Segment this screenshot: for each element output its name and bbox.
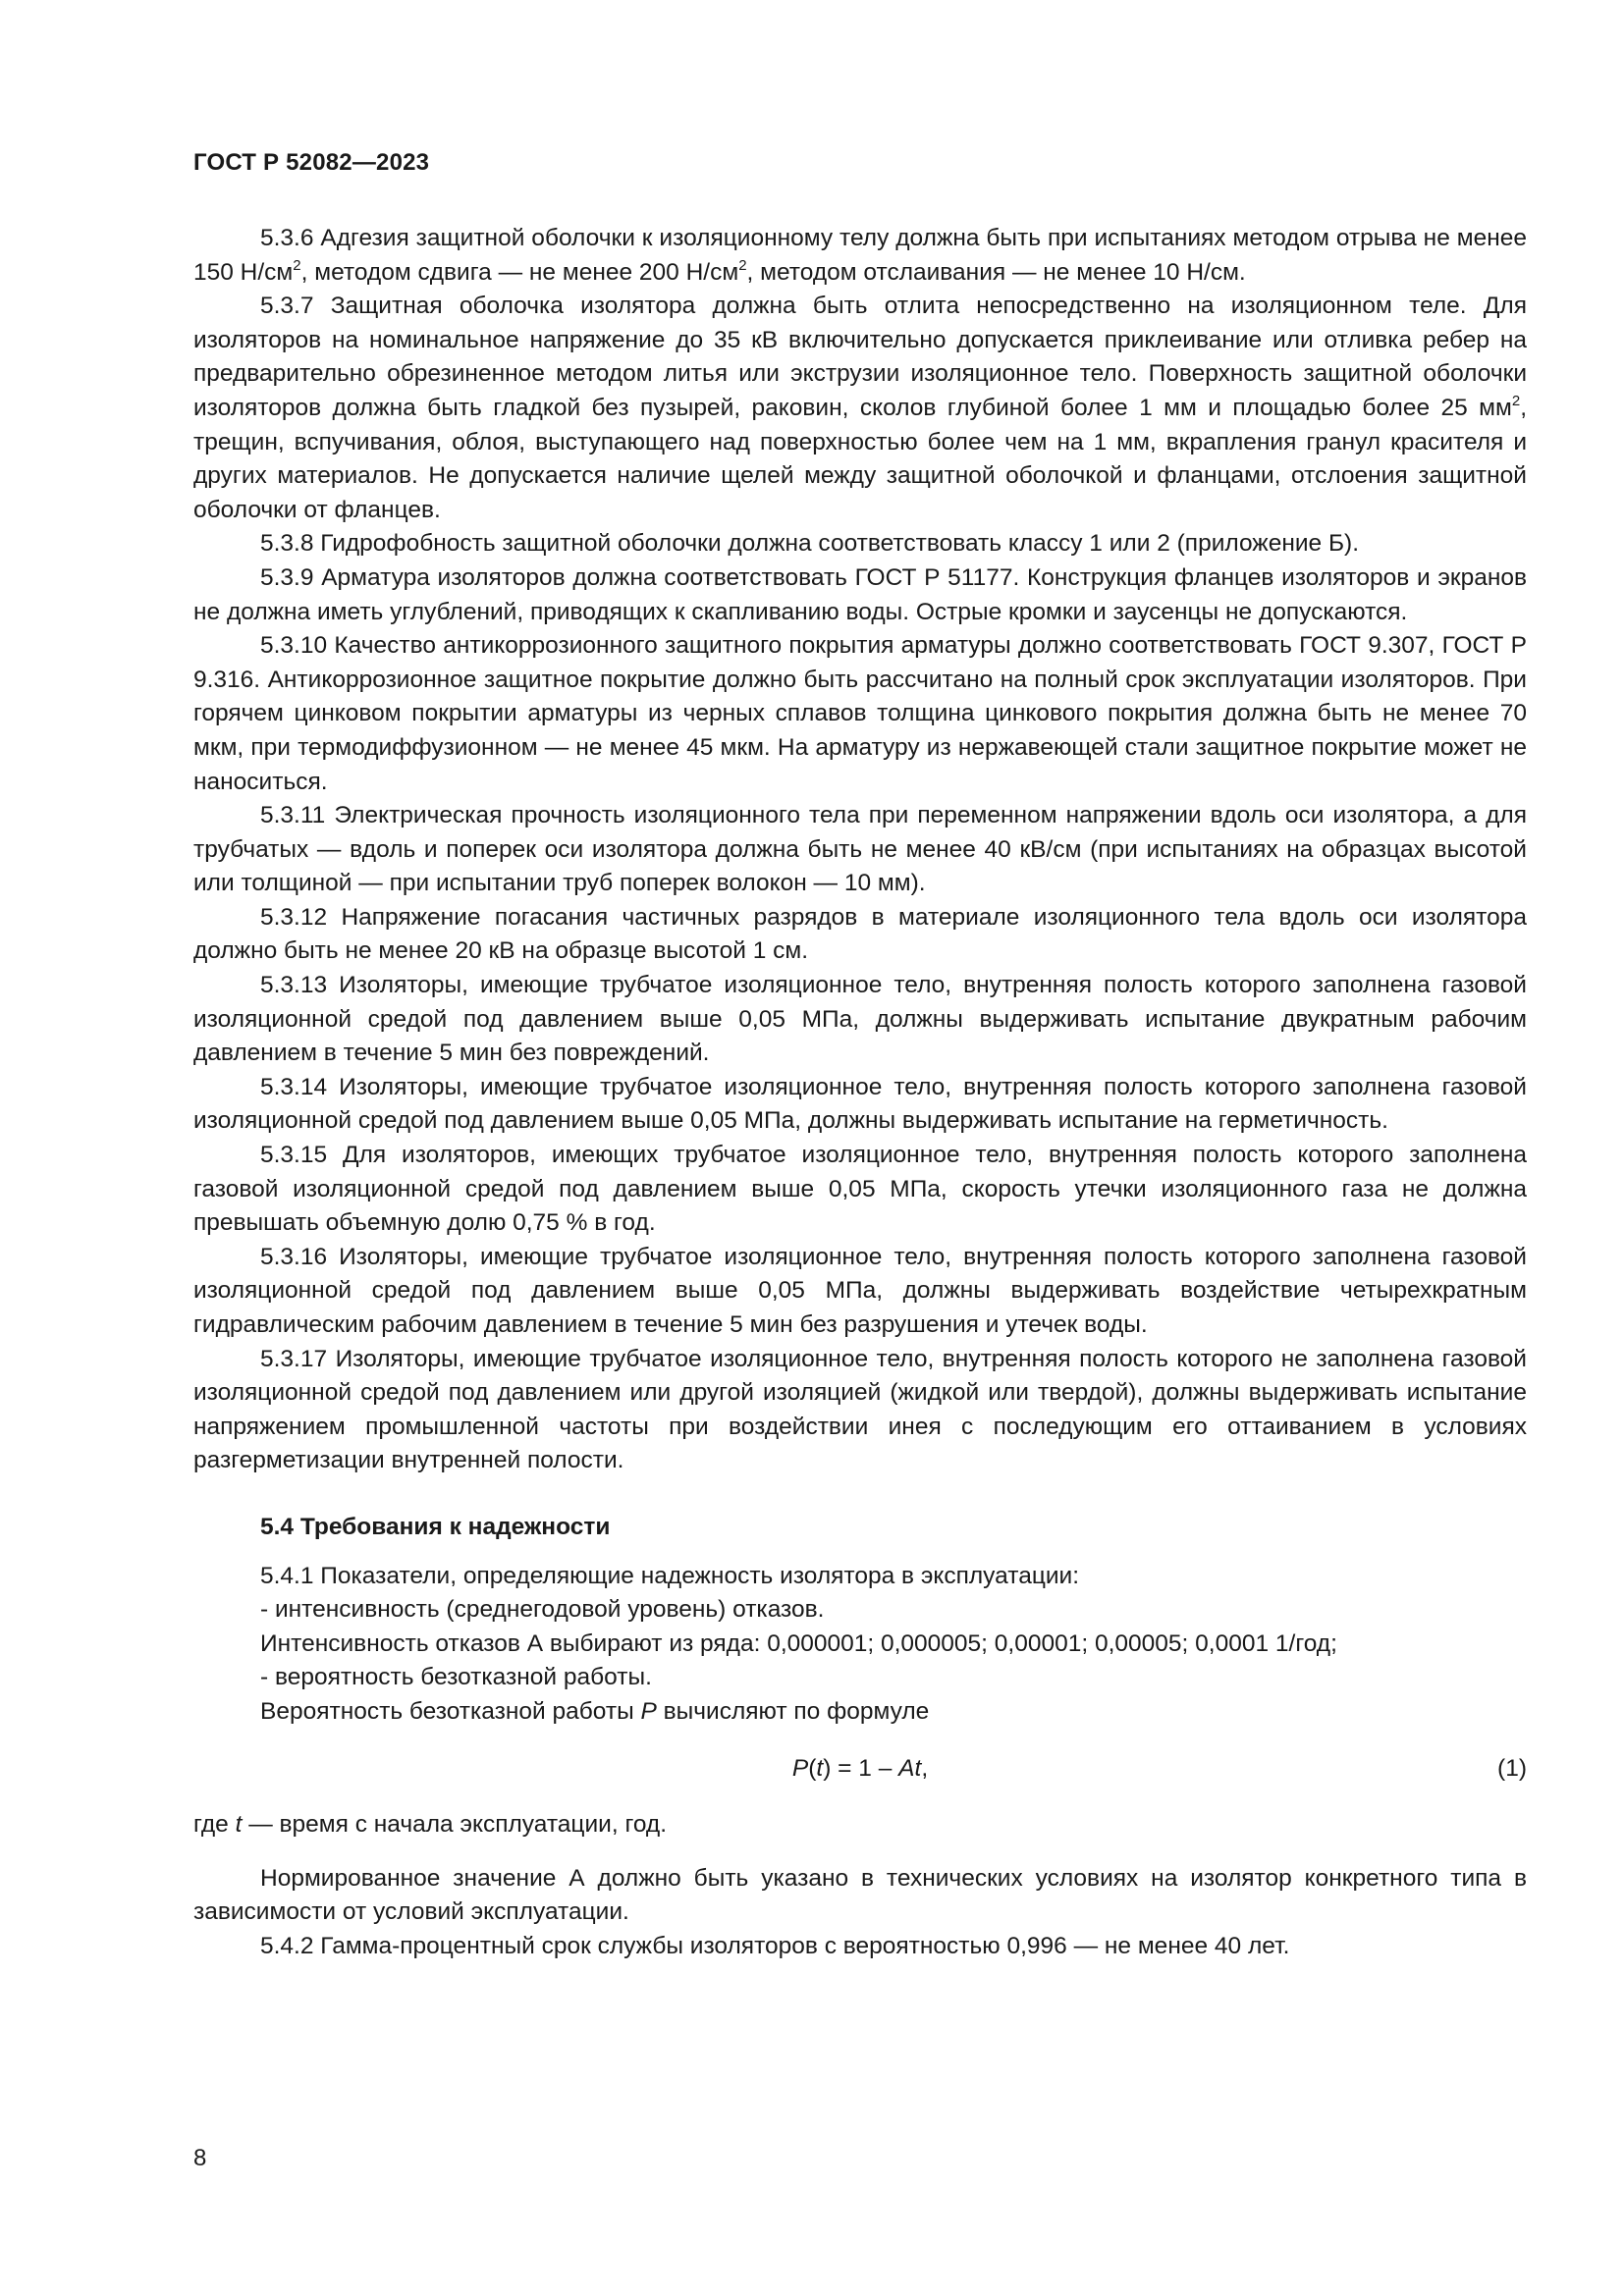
text-segment: Вероятность безотказной работы [260, 1697, 641, 1725]
formula-var: P [791, 1754, 809, 1782]
text-segment: — время с начала эксплуатации, год. [242, 1811, 668, 1839]
formula-where-clause [193, 1808, 1527, 1842]
formula-var: A [898, 1754, 915, 1782]
paragraph-5-4-2: 5.4.2 Гамма-процентный срок службы изоляторов с вероятностью 0,996 — не менее 40 лет. [260, 1932, 1290, 1959]
document-code-header: ГОСТ Р 52082—2023 [193, 149, 430, 176]
list-item-probability: - вероятность безотказной работы. [260, 1664, 652, 1691]
text-segment: 5.3.6 Адгезия защитной оболочки к изоляционному телу должна быть при испытаниях методом отрыва не менее 150 Н/см [193, 225, 1527, 286]
paragraph-intensity-series: Интенсивность отказов А выбирают из ряда: 0,000001; 0,000005; 0,00001; 0,00005; 0,0001 1/год; [260, 1629, 1337, 1657]
paragraph-5-3-17: 5.3.17 Изоляторы, имеющие трубчатое изоляционное тело, внутренняя полость которого не заполнена газовой изоляционной средой под давлением или другой изоляцией (жидкой или твердой), должны выдерживать испытание напряжением промышленной частоты при воздействии инея с последующим его оттаиванием в условиях разгерметизации внутренней полости. [193, 1345, 1527, 1474]
paragraph-5-3-10: 5.3.10 Качество антикоррозионного защитного покрытия арматуры должно соответствовать ГОСТ 9.307, ГОСТ Р 9.316. Антикоррозионное защитное покрытие должно быть рассчитано на полный срок эксплуатации изоляторов. При горячем цинковом покрытии арматуры из черных сплавов толщина цинкового покрытия должна быть не менее 70 мкм, при термодиффузионном — не менее 45 мкм. На арматуру из нержавеющей стали защитное покрытие может не наноситься. [193, 632, 1527, 795]
paragraph-5-4-1: 5.4.1 Показатели, определяющие надежность изолятора в эксплуатации: [260, 1562, 1080, 1589]
text-segment: , методом отслаивания — не менее 10 Н/см. [746, 258, 1246, 286]
text-segment: где [193, 1811, 236, 1839]
paragraph-normative-value: Нормированное значение А должно быть указано в технических условиях на изолятор конкретного типа в зависимости от условий эксплуатации. [193, 1864, 1527, 1926]
superscript: 2 [293, 256, 301, 274]
paragraph-5-3-8: 5.3.8 Гидрофобность защитной оболочки должна соответствовать классу 1 или 2 (приложение Б). [260, 530, 1360, 558]
paragraph-5-3-15: 5.3.15 Для изоляторов, имеющих трубчатое изоляционное тело, внутренняя полость которого заполнена газовой изоляционной средой под давлением выше 0,05 МПа, скорость утечки изоляционного газа не должна превышать объемную долю 0,75 % в год. [193, 1142, 1527, 1237]
paragraph-5-3-11: 5.3.11 Электрическая прочность изоляционного тела при переменном напряжении вдоль оси изолятора, а для трубчатых — вдоль и поперек оси изолятора должна быть не менее 40 кВ/см (при испытаниях на образцах высотой или толщиной — при испытании труб поперек волокон — 10 мм). [193, 802, 1527, 897]
formula-token: , [921, 1754, 929, 1782]
paragraph-probability-intro [193, 1695, 1527, 1730]
formula-token: = 1 – [831, 1754, 899, 1782]
text-segment: , трещин, вспучивания, облоя, выступающего над поверхностью более чем на 1 мм, вкрапления гранул красителя и других материалов. Не допускается наличие щелей между защитной оболочкой и фланцами, отслоения защитной оболочки от фланцев. [193, 394, 1527, 523]
formula-var: t [816, 1754, 824, 1782]
variable-t: t [235, 1811, 243, 1839]
formula-expression [193, 1752, 1527, 1787]
page-number: 8 [193, 2145, 207, 2171]
paragraph-5-3-14: 5.3.14 Изоляторы, имеющие трубчатое изоляционное тело, внутренняя полость которого заполнена газовой изоляционной средой под давлением выше 0,05 МПа, должны выдерживать испытание на герметичность. [193, 1073, 1527, 1135]
paragraph-5-3-9: 5.3.9 Арматура изоляторов должна соответствовать ГОСТ Р 51177. Конструкция фланцев изоляторов и экранов не должна иметь углублений, приводящих к скапливанию воды. Острые кромки и заусенцы не допускаются. [193, 563, 1527, 625]
formula-token: ( [808, 1754, 817, 1782]
text-segment: , методом сдвига — не менее 200 Н/см [300, 258, 739, 286]
section-heading-5-4: 5.4 Требования к надежности [260, 1513, 611, 1540]
paragraph-5-3-7 [193, 290, 1527, 527]
document-body [193, 222, 1527, 1964]
superscript: 2 [1511, 392, 1521, 409]
list-item-intensity: - интенсивность (среднегодовой уровень) отказов. [260, 1596, 825, 1624]
paragraph-5-3-6 [193, 222, 1527, 290]
superscript: 2 [738, 256, 747, 274]
paragraph-5-3-13: 5.3.13 Изоляторы, имеющие трубчатое изоляционное тело, внутренняя полость которого заполнена газовой изоляционной средой под давлением выше 0,05 МПа, должны выдерживать испытание двукратным рабочим давлением в течение 5 мин без повреждений. [193, 972, 1527, 1067]
text-segment: вычисляют по формуле [656, 1697, 930, 1725]
paragraph-5-3-12: 5.3.12 Напряжение погасания частичных разрядов в материале изоляционного тела вдоль оси изолятора должно быть не менее 20 кВ на образце высотой 1 см. [193, 903, 1527, 965]
formula-number: (1) [1497, 1754, 1527, 1782]
formula-token: ) [823, 1754, 832, 1782]
variable-p: P [640, 1697, 657, 1725]
formula-var: t [914, 1754, 922, 1782]
text-segment: 5.3.7 Защитная оболочка изолятора должна быть отлита непосредственно на изоляционном теле. Для изоляторов на номинальное напряжение до 35 кВ включительно допускается приклеивание или отливка ребер на предварительно обрезиненное методом литья или экструзии изоляционное тело. Поверхность защитной оболочки изоляторов должна быть гладкой без пузырей, раковин, сколов глубиной более 1 мм и площадью более 25 мм [193, 293, 1527, 421]
paragraph-5-3-16: 5.3.16 Изоляторы, имеющие трубчатое изоляционное тело, внутренняя полость которого заполнена газовой изоляционной средой под давлением выше 0,05 МПа, должны выдерживать воздействие четырехкратным гидравлическим рабочим давлением в течение 5 мин без разрушения и утечек воды. [193, 1243, 1527, 1338]
formula-1 [193, 1752, 1527, 1787]
